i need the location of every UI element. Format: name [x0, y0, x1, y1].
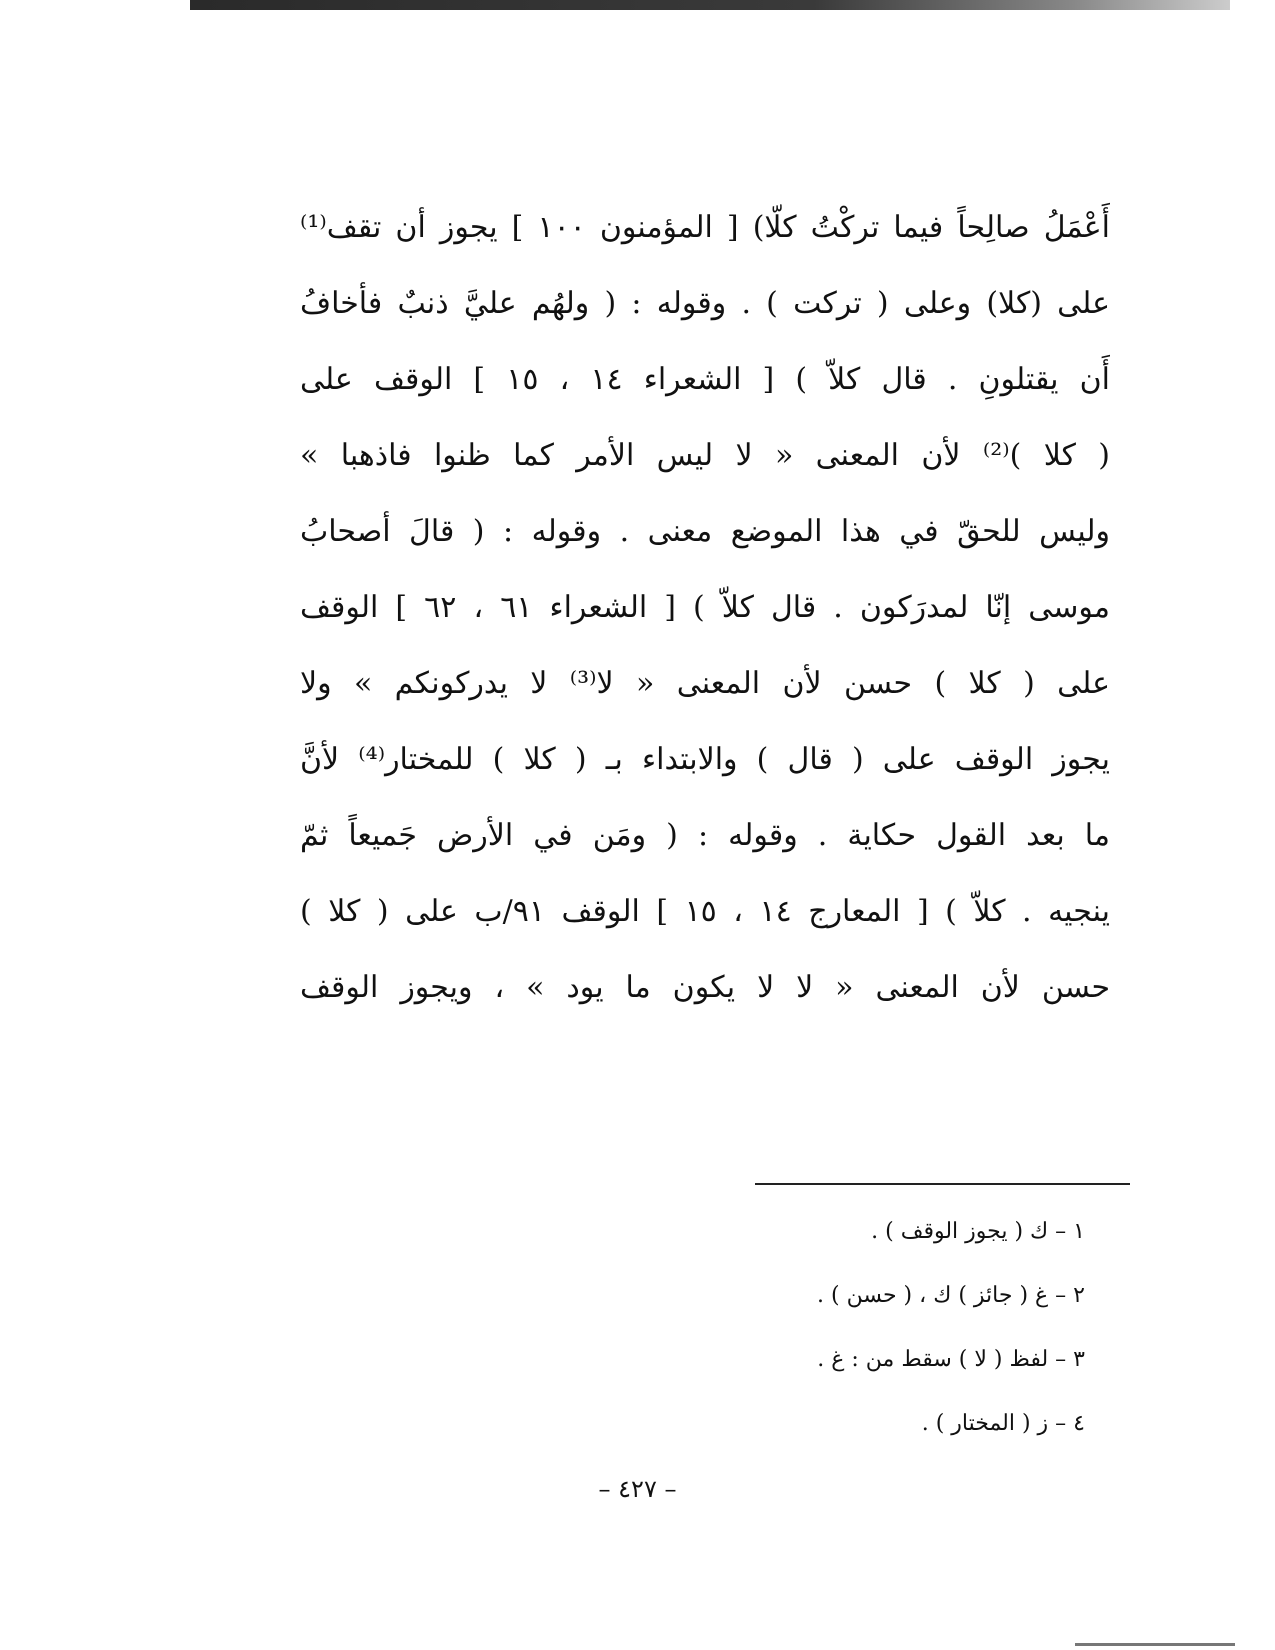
text-line: ينجيه . كلاّ ) [ المعارج ١٤ ، ١٥ ] الوقف ٩١/ب على ( كلا ): [300, 894, 1110, 929]
bottom-scan-border: [1075, 1643, 1235, 1646]
page-number: – ٤٢٧ –: [598, 1475, 677, 1503]
text-line: ( كلا )⁽²⁾ لأن المعنى « لا ليس الأمر كما ظنوا فاذهبا »: [300, 438, 1110, 473]
text-line: أَعْمَلُ صالِحاً فيما تركْتُ كلّا) [ المؤمنون ١٠٠ ] يجوز أن تقف⁽¹⁾: [300, 210, 1110, 245]
footnote: ٣ – لفظ ( لا ) سقط من : غ .: [817, 1347, 1085, 1372]
footnote: ٤ – ز ( المختار ) .: [921, 1411, 1085, 1436]
footnote: ١ – ك ( يجوز الوقف ) .: [871, 1219, 1085, 1244]
text-line: يجوز الوقف على ( قال ) والابتداء بـ ( كلا ) للمختار⁽⁴⁾ لأنَّ: [300, 742, 1110, 777]
footnote: ٢ – غ ( جائز ) ك ، ( حسن ) .: [817, 1283, 1085, 1308]
text-line: أَن يقتلونِ . قال كلاّ ) [ الشعراء ١٤ ، ١٥ ] الوقف على: [300, 362, 1110, 397]
footnotes: [665, 1200, 1085, 1456]
text-line: وليس للحقّ في هذا الموضع معنى . وقوله : ( قالَ أصحابُ: [300, 514, 1110, 549]
main-text: [300, 190, 1110, 1026]
text-line: على ( كلا ) حسن لأن المعنى « لا⁽³⁾ لا يدركونكم » ولا: [300, 666, 1110, 701]
top-scan-border: [190, 0, 1230, 10]
text-line: حسن لأن المعنى « لا لا يكون ما يود » ، ويجوز الوقف: [300, 970, 1110, 1005]
text-line: ما بعد القول حكاية . وقوله : ( ومَن في الأرض جَميعاً ثمّ: [300, 818, 1110, 853]
text-line: على (كلا) وعلى ( تركت ) . وقوله : ( ولهُم عليَّ ذنبٌ فأخافُ: [300, 286, 1110, 321]
text-line: موسى إنّا لمدرَكون . قال كلاّ ) [ الشعراء ٦١ ، ٦٢ ] الوقف: [300, 590, 1110, 625]
footnote-separator: [755, 1183, 1130, 1185]
